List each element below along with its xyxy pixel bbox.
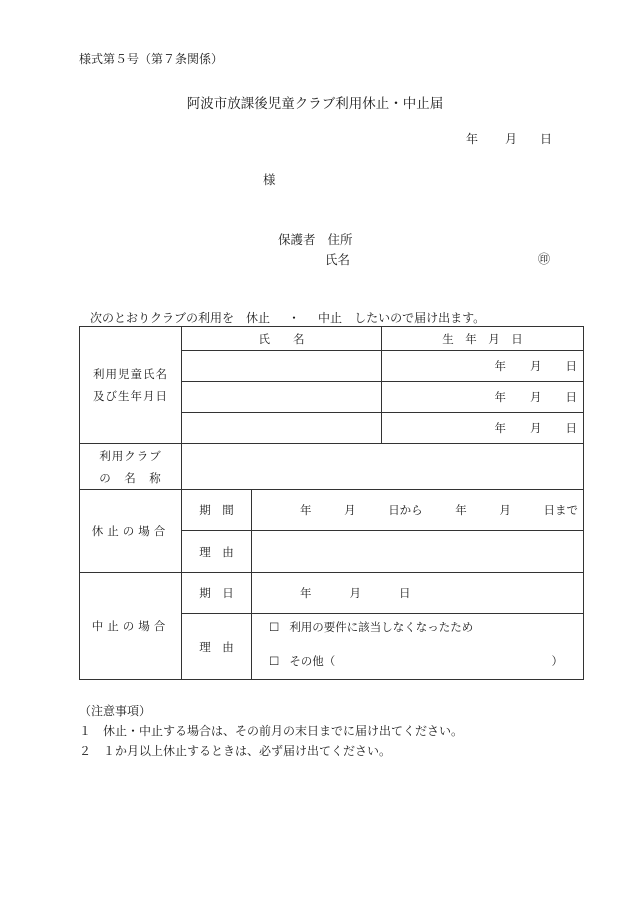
seal-mark: ㊞ <box>538 252 551 266</box>
suspend-period-content <box>252 502 583 518</box>
intro-part1: 次のとおりクラブの利用を <box>90 311 235 325</box>
child-birthdate-field[interactable] <box>382 382 584 413</box>
cancel-date-field[interactable] <box>252 573 584 614</box>
day-label: 日 <box>565 390 577 404</box>
until-month: 月 <box>499 503 511 517</box>
cancel-month: 月 <box>349 586 361 600</box>
year-label: 年 <box>494 421 506 435</box>
note-number: １ <box>79 724 92 738</box>
from-day: 日から <box>388 503 423 517</box>
suspend-reason-field[interactable] <box>252 531 584 573</box>
period-label: 期 間 <box>182 490 252 531</box>
suspend-period-row <box>80 490 584 531</box>
year-label: 年 <box>494 390 506 404</box>
addressee-honorific: 様 <box>263 172 276 187</box>
note-text: 休止・中止する場合は、その前月の末日までに届け出てください。 <box>103 724 464 738</box>
children-label-line2: 及び生年月日 <box>93 389 168 403</box>
checkbox-icon[interactable]: ☐ <box>269 654 280 668</box>
children-label-line1: 利用児童氏名 <box>93 367 168 381</box>
year-label: 年 <box>494 359 506 373</box>
child-birthdate-field[interactable] <box>382 351 584 382</box>
from-month: 月 <box>344 503 356 517</box>
cancel-year: 年 <box>300 586 312 600</box>
cancel-label-cell: 中止の場合 <box>80 573 182 680</box>
month-label: 月 <box>530 390 542 404</box>
child-name-field[interactable] <box>182 413 382 444</box>
from-year: 年 <box>300 503 312 517</box>
option-suspend: 休止 <box>246 311 271 325</box>
cancel-day: 日 <box>399 586 411 600</box>
reason-label: 理 由 <box>182 531 252 573</box>
note-item <box>79 742 391 759</box>
club-name-field[interactable] <box>182 444 584 490</box>
reason-option-2-label: その他（ <box>289 654 336 668</box>
reason-label: 理 由 <box>182 614 252 680</box>
guardian-label: 保護者 <box>278 232 316 247</box>
day-label: 日 <box>565 359 577 373</box>
month-label: 月 <box>530 421 542 435</box>
until-year: 年 <box>455 503 467 517</box>
day-label: 日 <box>565 421 577 435</box>
club-row <box>80 444 584 490</box>
children-header-row <box>80 327 584 351</box>
column-header-name: 氏 名 <box>182 327 382 351</box>
child-birthdate-field[interactable] <box>382 413 584 444</box>
note-number: ２ <box>79 744 92 758</box>
reason-option-1-label: 利用の要件に該当しなくなったため <box>289 620 474 634</box>
cancel-reason-field <box>252 614 584 680</box>
intro-part2: したいので届け出ます。 <box>354 311 486 325</box>
child-name-field[interactable] <box>182 382 382 413</box>
suspend-label-cell: 休止の場合 <box>80 490 182 573</box>
option-separator: ・ <box>288 311 301 325</box>
column-header-birthdate: 生 年 月 日 <box>382 327 584 351</box>
intro-sentence <box>90 309 485 326</box>
application-table <box>79 326 584 680</box>
address-label: 住所 <box>327 232 353 247</box>
paren-close: ） <box>551 654 563 668</box>
note-item <box>79 722 463 739</box>
date-label: 期 日 <box>182 573 252 614</box>
document-title: 阿波市放課後児童クラブ利用休止・中止届 <box>186 96 444 112</box>
date-year-label: 年 <box>466 132 479 146</box>
form-number: 様式第５号（第７条関係） <box>79 52 224 66</box>
note-text: １か月以上休止するときは、必ず届け出てください。 <box>103 744 392 758</box>
checkbox-icon[interactable]: ☐ <box>269 620 280 634</box>
cancel-date-row <box>80 573 584 614</box>
name-label: 氏名 <box>325 252 351 267</box>
club-label-line1: 利用クラブ <box>99 448 162 463</box>
club-label-cell <box>80 444 182 490</box>
option-cancel: 中止 <box>318 311 343 325</box>
child-name-field[interactable] <box>182 351 382 382</box>
date-day-label: 日 <box>540 132 553 146</box>
month-label: 月 <box>530 359 542 373</box>
suspend-period-field[interactable] <box>252 490 584 531</box>
club-label-line2: の 名 称 <box>99 470 162 485</box>
until-day: 日まで <box>543 503 578 517</box>
notes-title: （注意事項） <box>79 704 152 718</box>
reason-option-2[interactable] <box>269 654 583 668</box>
children-label-cell <box>80 327 182 444</box>
date-month-label: 月 <box>505 132 518 146</box>
reason-option-1[interactable] <box>269 620 583 634</box>
guardian-address-row <box>278 230 353 248</box>
